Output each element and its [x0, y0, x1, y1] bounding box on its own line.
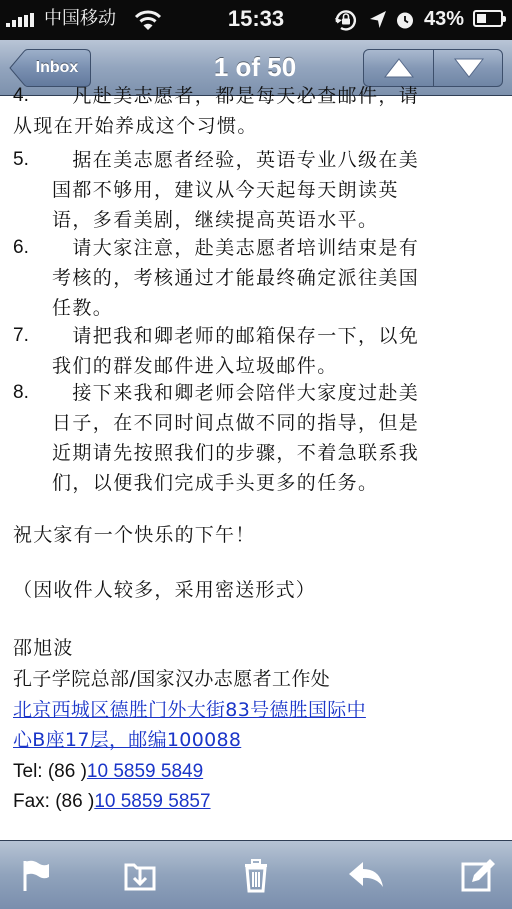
greeting-text: 祝大家有一个快乐的下午！ [13, 524, 256, 546]
address-link[interactable] [13, 695, 503, 755]
fax-label: Fax: (86 ) [13, 791, 95, 812]
status-time: 15:33 [227, 6, 285, 31]
list-item-text: 请把我和卿老师的邮箱保存一下，以免 我们的群发邮件进入垃圾邮件。 [52, 325, 420, 377]
list-item-text: 凡赴美志愿者，都是每天必查邮件，请 从现在开始养成这个习惯。 [13, 85, 420, 137]
signature-name: 邵旭波 [13, 637, 74, 659]
list-item-number: 7. [13, 325, 29, 346]
reply-icon [346, 855, 386, 895]
status-bar [0, 0, 512, 40]
battery-icon [473, 10, 503, 27]
tel-line [13, 757, 503, 787]
battery-percent: 43% [424, 8, 465, 30]
address-line-2[interactable]: 心B座17层，邮编100088 [13, 729, 242, 751]
up-arrow-icon [383, 57, 415, 79]
status-icons [333, 8, 417, 32]
message-body[interactable] [0, 85, 512, 840]
location-icon [370, 11, 386, 28]
down-arrow-icon [453, 57, 485, 79]
list-item-number: 4. [13, 85, 29, 106]
message-toolbar [0, 840, 512, 909]
fax-line [13, 787, 503, 817]
trash-icon [236, 855, 276, 895]
list-item-text: 据在美志愿者经验，英语专业八级在美 国都不够用，建议从今天起每天朗读英 语，多看美剧，继续提高英语水平。 [52, 149, 420, 231]
tel-label: Tel: (86 ) [13, 761, 87, 782]
trash-button[interactable] [236, 855, 276, 895]
move-to-folder-button[interactable] [120, 855, 160, 895]
list-item-number: 5. [13, 149, 29, 170]
carrier-name: 中国移动 [44, 8, 116, 29]
list-item-text: 请大家注意，赴美志愿者培训结束是有 考核的，考核通过才能最终确定派往美国 任教。 [52, 237, 420, 319]
reply-button[interactable] [346, 855, 386, 895]
list-item-number: 8. [13, 382, 29, 403]
flag-icon [16, 855, 56, 895]
list-item-number: 6. [13, 237, 29, 258]
alarm-icon [397, 13, 413, 29]
fax-link[interactable]: 10 5859 5857 [94, 791, 211, 812]
bcc-note: （因收件人较多，采用密送形式） [13, 579, 317, 601]
rotation-lock-icon [335, 11, 355, 29]
compose-icon [458, 855, 498, 895]
back-button-label: Inbox [35, 59, 79, 76]
list-item-text: 接下来我和卿老师会陪伴大家度过赴美 日子，在不同时间点做不同的指导，但是 近期请先按照我们的步骤，不着急联系我 们，以便我们完成手头更多的任务。 [52, 382, 420, 494]
compose-button[interactable] [458, 855, 498, 895]
signature-org: 孔子学院总部/国家汉办志愿者工作处 [13, 668, 331, 690]
address-line-1[interactable]: 北京西城区德胜门外大街83号德胜国际中 [13, 699, 366, 721]
move-folder-icon [120, 855, 160, 895]
message-position-title: 1 of 50 [213, 52, 297, 82]
tel-link[interactable]: 10 5859 5849 [86, 761, 204, 782]
flag-button[interactable] [16, 855, 56, 895]
